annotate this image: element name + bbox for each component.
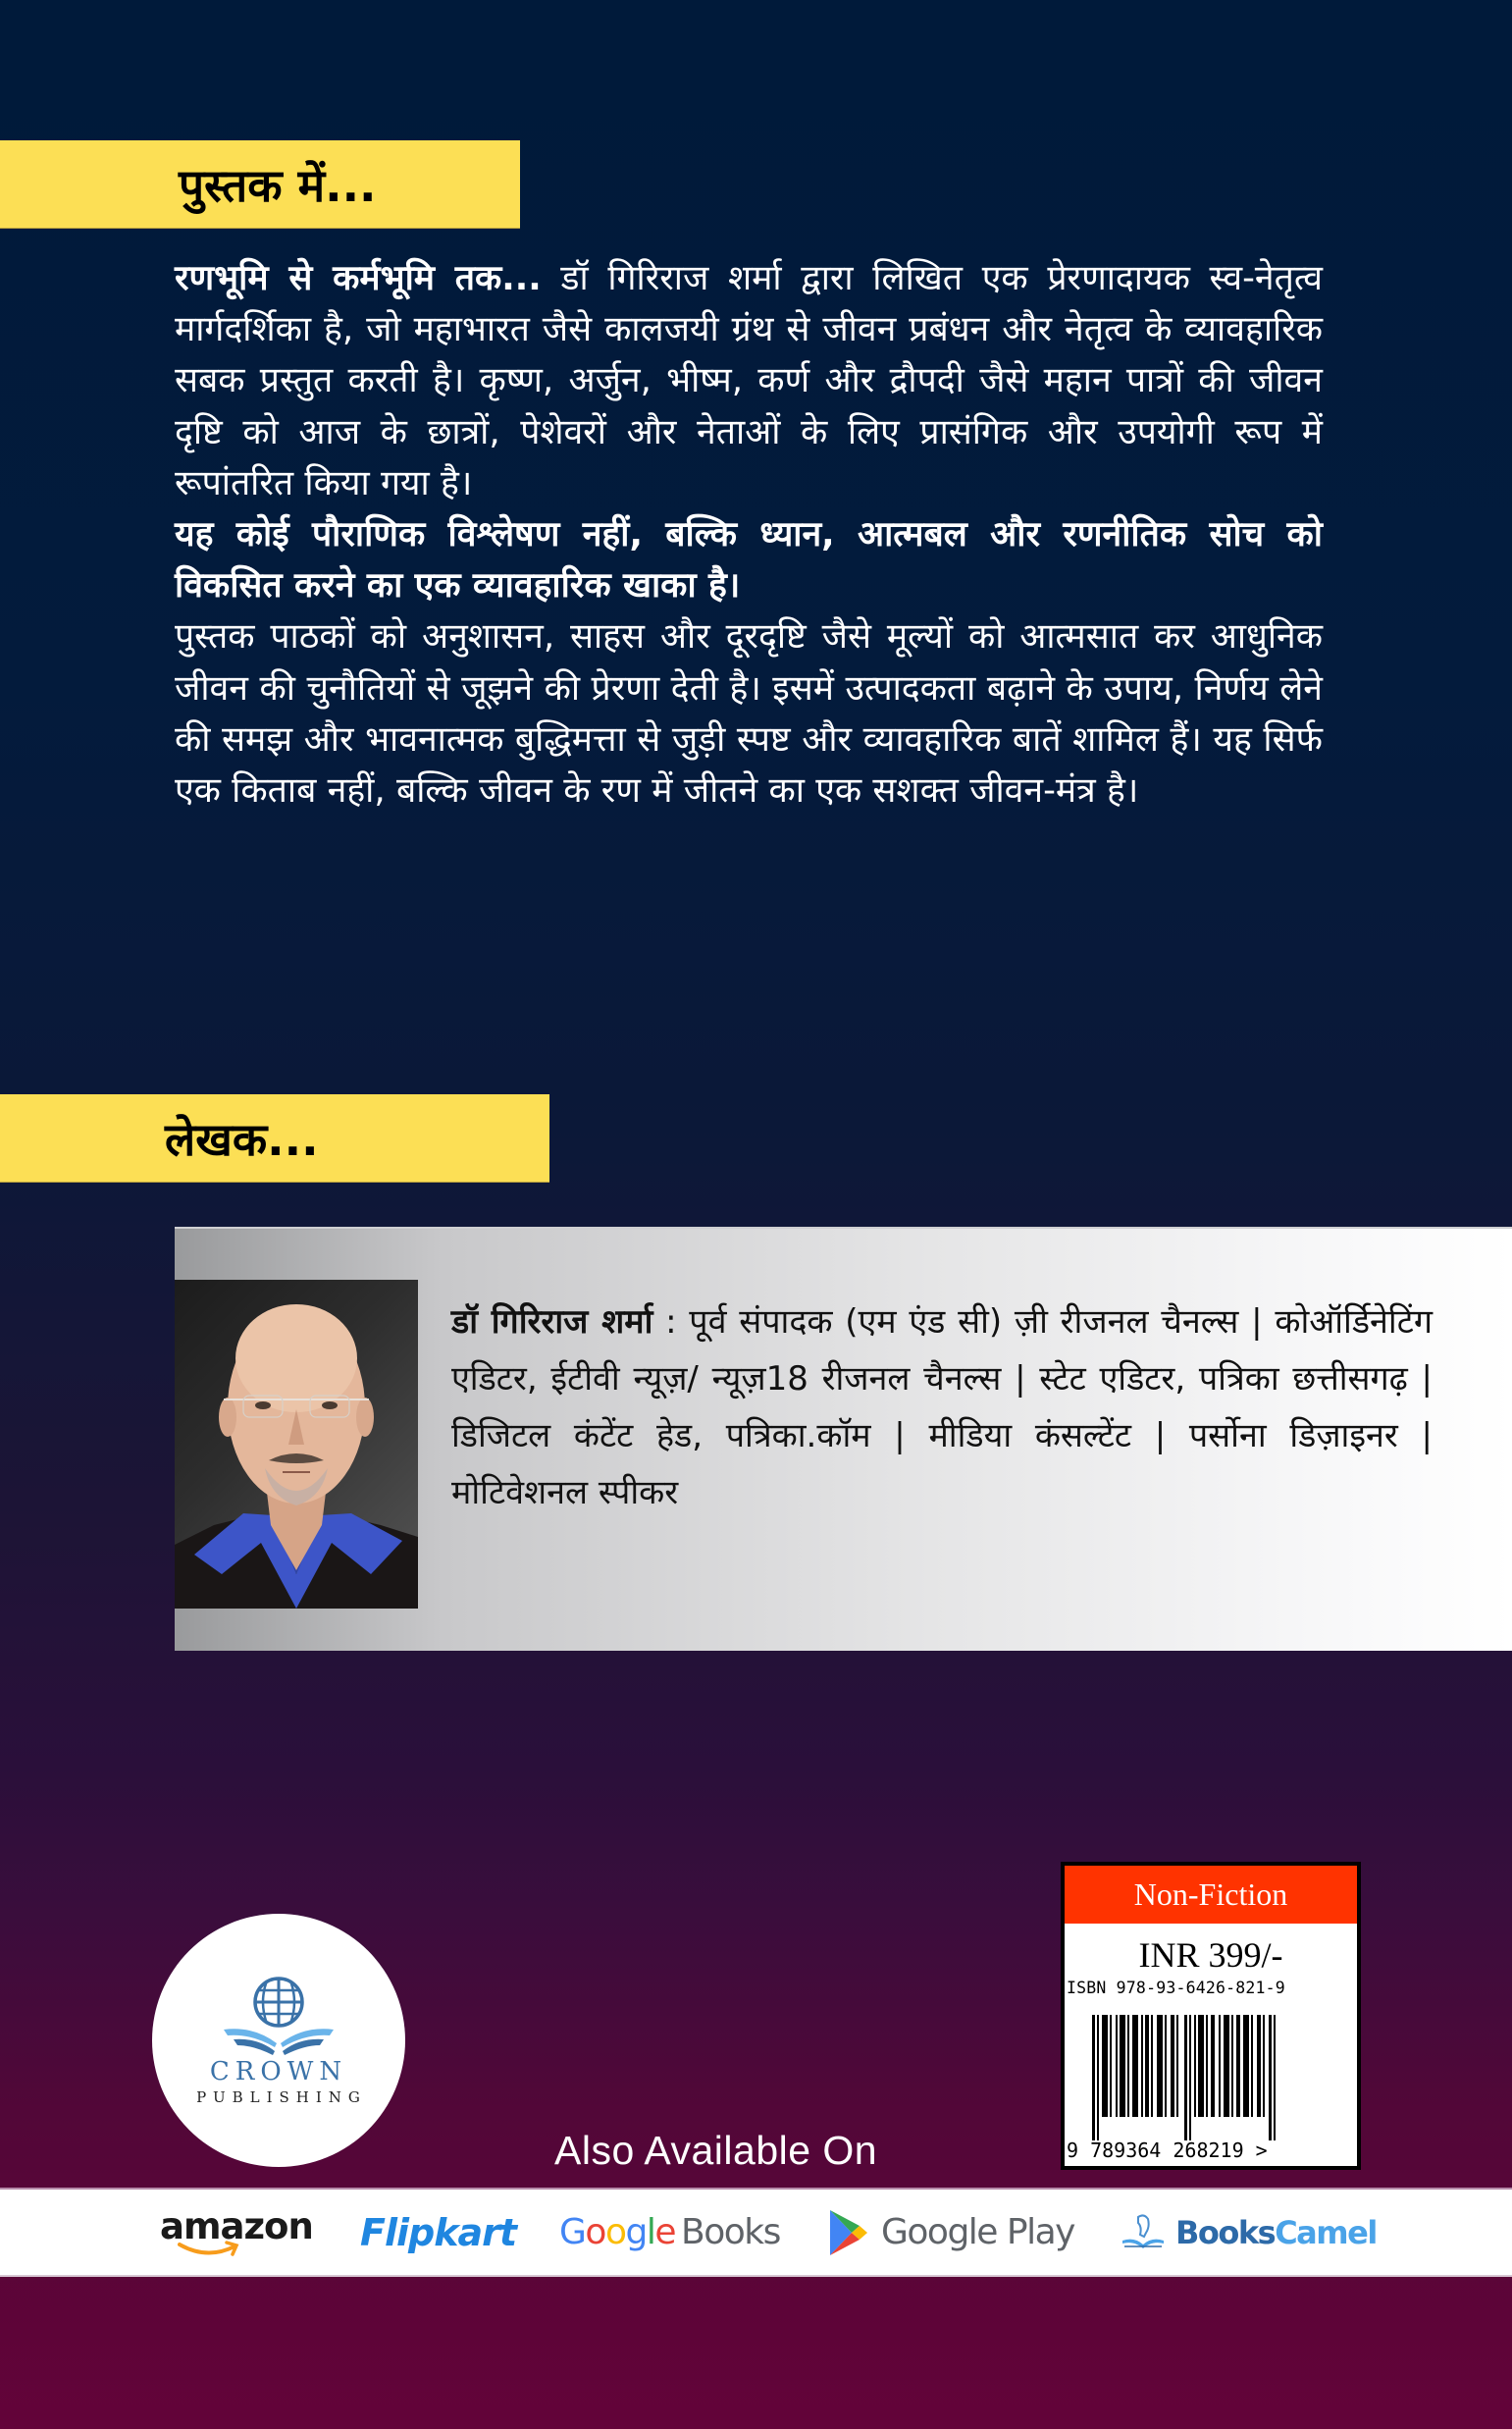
google-books-logo: Google	[559, 2212, 675, 2252]
genre-label: Non-Fiction	[1065, 1866, 1357, 1924]
google-play-logo: Google Play	[881, 2212, 1074, 2252]
store-logos-strip	[0, 2188, 1512, 2277]
publisher-name-line1: CROWN	[209, 2057, 348, 2086]
author-bio-text: : पूर्व संपादक (एम एंड सी) ज़ी रीजनल चैनल्स | कोऑर्डिनेटिंग एडिटर, ईटीवी न्यूज़/ न्यूज़18 रीजनल चैनल्स | स्टेट एडिटर, पत्रिका छत्तीसगढ़ | डिजिटल कंटेंट हेड, पत्रिका.कॉम | मीडिया कंसल्टेंट | पर्सोना डिज़ाइनर | मोटिवेशनल स्पीकर	[451, 1302, 1433, 1512]
google-play-icon	[828, 2208, 867, 2257]
section-heading-book-label: पुस्तक में...	[179, 158, 377, 212]
author-name: डॉ गिरिराज शर्मा	[451, 1302, 653, 1342]
amazon-logo: amazon	[160, 2205, 313, 2247]
bookscamel-icon	[1121, 2213, 1166, 2252]
blurb-paragraph-1	[175, 253, 1323, 509]
section-heading-author	[0, 1094, 549, 1183]
google-books-label: Books	[681, 2212, 780, 2252]
author-photo	[175, 1280, 418, 1609]
section-heading-author-label: लेखक...	[165, 1112, 319, 1166]
barcode-icon	[1092, 2015, 1298, 2140]
price-label: INR 399/-	[1138, 1935, 1283, 1975]
author-panel	[175, 1227, 1512, 1651]
section-heading-book	[0, 140, 520, 229]
book-blurb	[175, 253, 1323, 817]
isbn-label: ISBN 978-93-6426-821-9	[1067, 1979, 1285, 1997]
book-title-lead: रणभूमि से कर्मभूमि तक...	[175, 258, 542, 298]
blurb-paragraph-3: पुस्तक पाठकों को अनुशासन, साहस और दूरदृष्टि जैसे मूल्यों को आत्मसात कर आधुनिक जीवन की चुनौतियों से जूझने की प्रेरणा देती है। इसमें उत्पादकता बढ़ाने के उपाय, निर्णय लेने की समझ और भावनात्मक बुद्धिमत्ता से जुड़ी स्पष्ट और व्यावहारिक बातें शामिल हैं। यह सिर्फ एक किताब नहीं, बल्कि जीवन के रण में जीतने का एक सशक्त जीवन-मंत्र है।	[175, 616, 1323, 812]
also-available-label: Also Available On	[554, 2128, 878, 2173]
publisher-name-line2: PUBLISHING	[196, 2088, 367, 2106]
store-google-play[interactable]	[828, 2190, 1074, 2275]
flipkart-logo: Flipkart	[360, 2210, 517, 2254]
price-isbn-box	[1062, 1863, 1360, 2169]
store-google-books[interactable]	[559, 2190, 780, 2275]
globe-open-book-icon	[220, 1975, 338, 2055]
author-bio	[451, 1294, 1433, 1521]
author-portrait-icon	[175, 1280, 418, 1609]
blurb-p1-text: डॉ गिरिराज शर्मा द्वारा लिखित एक प्रेरणादायक स्व-नेतृत्व मार्गदर्शिका है, जो महाभारत जैसे कालजयी ग्रंथ से जीवन प्रबंधन और नेतृत्व के व्यावहारिक सबक प्रस्तुत करती है। कृष्ण, अर्जुन, भीष्म, कर्ण और द्रौपदी जैसे महान पात्रों की जीवन दृष्टि को आज के छात्रों, पेशेवरों और नेताओं के लिए प्रासंगिक और उपयोगी रूप में रूपांतरित किया गया है।	[175, 258, 1323, 503]
store-amazon[interactable]	[160, 2190, 313, 2275]
bookscamel-logo: BooksCamel	[1175, 2213, 1377, 2251]
store-bookscamel[interactable]	[1121, 2190, 1377, 2275]
blurb-paragraph-2: यह कोई पौराणिक विश्लेषण नहीं, बल्कि ध्यान, आत्मबल और रणनीतिक सोच को विकसित करने का एक व्यावहारिक खाका है।	[175, 514, 1323, 607]
amazon-smile-icon	[178, 2241, 240, 2260]
store-flipkart[interactable]	[360, 2190, 516, 2275]
publisher-logo	[152, 1914, 405, 2167]
barcode-digits: 9 789364 268219 >	[1067, 2139, 1268, 2162]
